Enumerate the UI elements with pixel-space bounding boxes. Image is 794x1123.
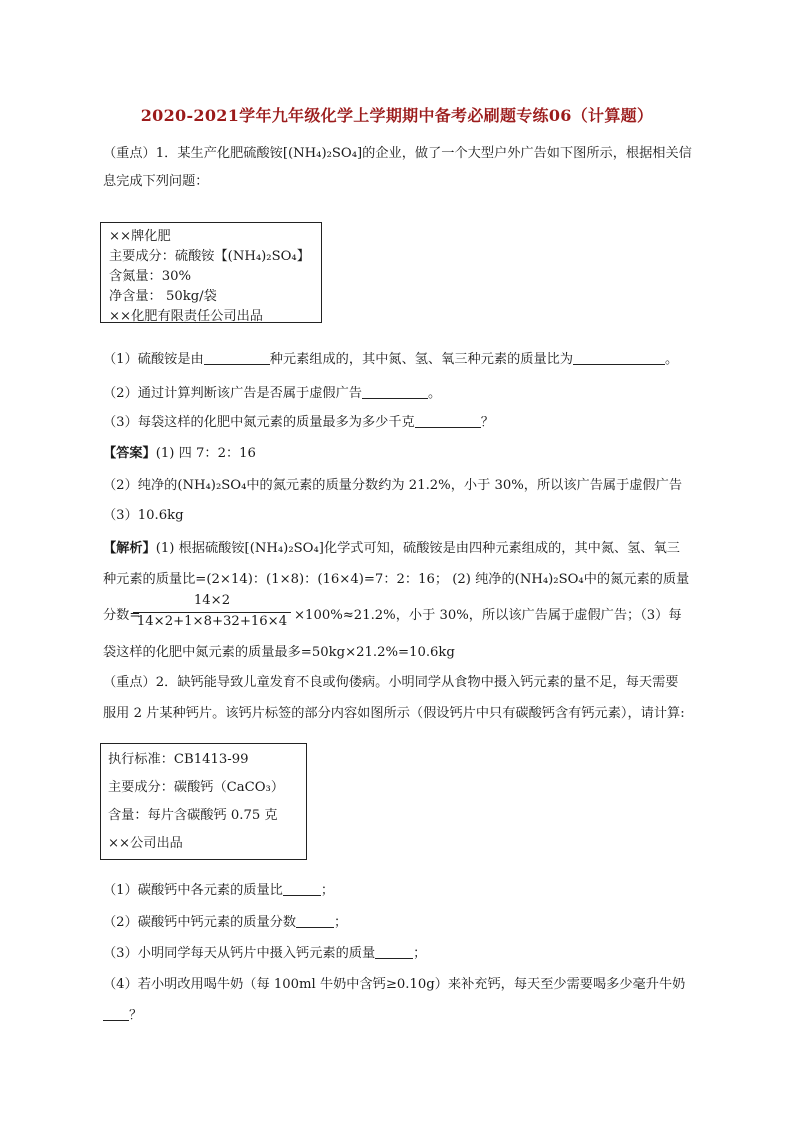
explanation-label: 【解析】 <box>103 541 156 556</box>
page-title: 2020-2021学年九年级化学上学期期中备考必刷题专练06（计算题） <box>140 106 654 125</box>
fraction-denominator: 14×2+1×8+32+16×4 <box>136 614 288 629</box>
q2-label-company: ××公司出品 <box>108 836 183 851</box>
answer-label: 【答案】 <box>103 446 156 461</box>
q1-answer-line1: 【答案】(1) 四 7：2：16 <box>103 446 256 461</box>
answer-blank[interactable] <box>375 944 413 959</box>
q2-sub3: （3）小明同学每天从钙片中摄入钙元素的质量 ； <box>103 946 427 961</box>
q2-stem-line2: 服用 2 片某种钙片。该钙片标签的部分内容如图所示（假设钙片中只有碳酸钙含有钙元素），请计算: <box>103 706 685 721</box>
answer-blank[interactable] <box>415 413 481 428</box>
q1-ad-box <box>100 222 322 323</box>
q1-sub3: （3）每袋这样的化肥中氮元素的质量最多为多少千克 ？ <box>103 415 494 430</box>
answer-blank[interactable] <box>204 350 270 365</box>
q2-sub4: （4）若小明改用喝牛奶（每 100ml 牛奶中含钙≥0.10g）来补充钙，每天至少需要喝多少毫升牛奶 <box>103 977 686 992</box>
answer-blank[interactable] <box>362 384 428 399</box>
q1-explanation-line2: 种元素的质量比=(2×14)：(1×8)：(16×4)=7：2：16； (2) 纯净的(NH₄)₂SO₄中的氮元素的质量 <box>103 572 690 587</box>
q2-sub1: （1）碳酸钙中各元素的质量比 ； <box>103 883 335 898</box>
q1-answer-line2: （2）纯净的(NH₄)₂SO₄中的氮元素的质量分数约为 21.2%，小于 30%，所以该广告属于虚假广告 <box>103 478 683 493</box>
q2-label-content: 含量：每片含碳酸钙 0.75 克 <box>108 808 278 823</box>
q1-explanation-line1: 【解析】(1) 根据硫酸铵[(NH₄)₂SO₄]化学式可知，硫酸铵是由四种元素组成的，其中氮、氢、氧三 <box>103 541 680 556</box>
q1-ad-nitrogen: 含氮量：30% <box>109 269 192 284</box>
q2-sub4-cont: ？ <box>103 1006 703 1026</box>
q2-sub2: （2）碳酸钙中钙元素的质量分数 ； <box>103 915 348 930</box>
q1-explanation-line3-prefix: 分数= <box>103 608 141 623</box>
q1-ad-ingredient: 主要成分：硫酸铵【(NH₄)₂SO₄】 <box>109 249 310 264</box>
q1-stem-line1: （重点）1．某生产化肥硫酸铵[(NH₄)₂SO₄]的企业，做了一个大型户外广告如下图所示，根据相关信 <box>103 146 692 161</box>
q1-answer-line3: （3）10.6kg <box>103 508 184 523</box>
q1-sub2: （2）通过计算判断该广告是否属于虚假广告 。 <box>103 386 442 401</box>
mass-fraction-formula <box>133 593 291 635</box>
q1-explanation-line3-suffix: ×100%≈21.2%，小于 30%，所以该广告属于虚假广告；（3）每 <box>294 608 682 623</box>
answer-blank[interactable] <box>283 881 321 896</box>
q1-sub1: （1）硫酸铵是由 种元素组成的，其中氮、氢、氧三种元素的质量比为 。 <box>103 352 679 367</box>
fraction-numerator: 14×2 <box>193 593 231 608</box>
q1-ad-company: ××化肥有限责任公司出品 <box>109 309 263 324</box>
q1-stem-line2: 息完成下列问题： <box>103 174 209 189</box>
q1-explanation-line4: 袋这样的化肥中氮元素的质量最多=50kg×21.2%=10.6kg <box>103 645 455 660</box>
answer-blank[interactable] <box>573 350 665 365</box>
q1-ad-brand: ××牌化肥 <box>109 229 171 244</box>
answer-blank[interactable] <box>103 1006 129 1021</box>
q2-label-standard: 执行标准：CB1413-99 <box>108 752 249 767</box>
q1-ad-net: 净含量： 50kg/袋 <box>109 289 217 304</box>
q2-stem-line1: （重点）2．缺钙能导致儿童发育不良或佝偻病。小明同学从食物中摄入钙元素的量不足，每天需要 <box>103 675 679 690</box>
q2-label-box <box>100 743 307 860</box>
answer-blank[interactable] <box>296 913 334 928</box>
q2-label-ingredient: 主要成分：碳酸钙（CaCO₃） <box>108 780 285 795</box>
fraction-bar <box>133 612 291 613</box>
